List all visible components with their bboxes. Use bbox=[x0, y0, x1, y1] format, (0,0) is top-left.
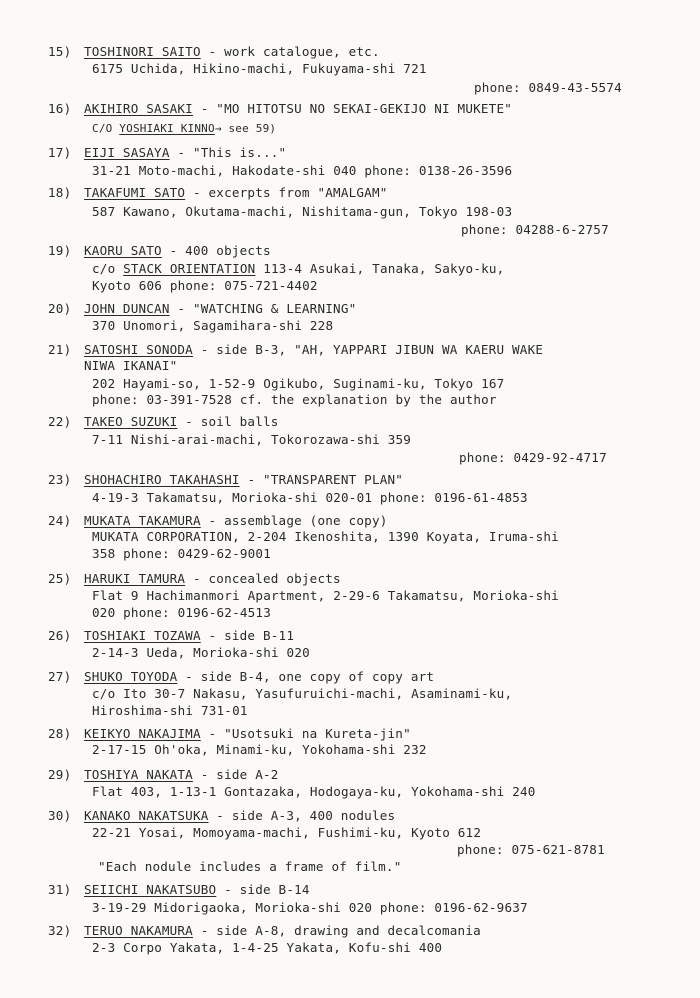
address-line: 202 Hayami-so, 1-52-9 Ogikubo, Suginami-ku, Tokyo 167 bbox=[92, 376, 505, 391]
artist-name: SEIICHI NAKATSUBO bbox=[84, 882, 217, 897]
work-description: - side B-3, "AH, YAPPARI JIBUN WA KAERU WAKE bbox=[192, 342, 544, 357]
phone-line: phone: 04288-6-2757 bbox=[461, 222, 609, 237]
see-reference: → see 59) bbox=[214, 122, 277, 135]
entry-number: 15) bbox=[48, 44, 72, 59]
entry-number: 28) bbox=[48, 726, 72, 741]
entry-number: 25) bbox=[48, 571, 72, 586]
address-line: 7-11 Nishi-arai-machi, Tokorozawa-shi 359 bbox=[92, 432, 412, 447]
artist-name: TAKEO SUZUKI bbox=[84, 414, 178, 429]
entry-number: 18) bbox=[48, 185, 72, 200]
entry-number: 32) bbox=[48, 923, 72, 938]
work-description: - side A-3, 400 nodules bbox=[208, 808, 396, 823]
work-description: - side B-14 bbox=[216, 882, 310, 897]
address-line: Flat 9 Hachimanmori Apartment, 2-29-6 Takamatsu, Morioka-shi bbox=[92, 588, 559, 603]
note-line: "Each nodule includes a frame of film." bbox=[98, 859, 402, 874]
artist-name: KEIKYO NAKAJIMA bbox=[84, 726, 201, 741]
phone-line: phone: 075-621-8781 bbox=[457, 842, 605, 857]
artist-name: TERUO NAKAMURA bbox=[84, 923, 193, 938]
address-line: 2-14-3 Ueda, Morioka-shi 020 bbox=[92, 645, 310, 660]
artist-name: SATOSHI SONODA bbox=[84, 342, 193, 357]
entry-number: 22) bbox=[48, 414, 72, 429]
work-description: - "WATCHING & LEARNING" bbox=[169, 301, 357, 316]
address-line: MUKATA CORPORATION, 2-204 Ikenoshita, 1390 Koyata, Iruma-shi bbox=[92, 529, 559, 544]
address-line: 370 Unomori, Sagamihara-shi 228 bbox=[92, 318, 334, 333]
entry-number: 20) bbox=[48, 301, 72, 316]
work-description: - "MO HITOTSU NO SEKAI-GEKIJO NI MUKETE" bbox=[192, 101, 513, 116]
artist-name: TAKAFUMI SATO bbox=[84, 185, 186, 200]
work-description: - side B-11 bbox=[200, 628, 295, 643]
artist-name: TOSHIYA NAKATA bbox=[84, 767, 193, 782]
address-line: c/o Ito 30-7 Nakasu, Yasufuruichi-machi, Asaminami-ku, bbox=[92, 686, 513, 701]
address-line: 587 Kawano, Okutama-machi, Nishitama-gun, Tokyo 198-03 bbox=[92, 204, 513, 219]
phone-line: phone: 0849-43-5574 bbox=[474, 80, 622, 95]
care-of-name: STACK ORIENTATION bbox=[123, 261, 256, 276]
entry-number: 31) bbox=[48, 882, 72, 897]
entry-number: 21) bbox=[48, 342, 72, 357]
entry-number: 17) bbox=[48, 145, 72, 160]
entry-number: 16) bbox=[48, 101, 72, 116]
work-description: - "This is..." bbox=[169, 145, 287, 160]
work-description: - side B-4, one copy of copy art bbox=[177, 669, 435, 684]
artist-name: SHOHACHIRO TAKAHASHI bbox=[84, 472, 240, 487]
work-description: - work catalogue, etc. bbox=[200, 44, 380, 59]
artist-name: EIJI SASAYA bbox=[84, 145, 170, 160]
artist-name: KAORU SATO bbox=[84, 243, 162, 258]
artist-name: JOHN DUNCAN bbox=[84, 301, 170, 316]
entry-number: 27) bbox=[48, 669, 72, 684]
address-line: 22-21 Yosai, Momoyama-machi, Fushimi-ku, Kyoto 612 bbox=[92, 825, 482, 840]
address-line: Hiroshima-shi 731-01 bbox=[92, 703, 248, 718]
artist-name: TOSHINORI SAITO bbox=[84, 44, 201, 59]
entry-number: 30) bbox=[48, 808, 72, 823]
work-description: - side A-8, drawing and decalcomania bbox=[192, 923, 481, 938]
artist-name: HARUKI TAMURA bbox=[84, 571, 186, 586]
work-description: - "Usotsuki na Kureta-jin" bbox=[200, 726, 411, 741]
address-line: 31-21 Moto-machi, Hakodate-shi 040 phone: 0138-26-3596 bbox=[92, 163, 513, 178]
entry-number: 23) bbox=[48, 472, 72, 487]
phone-line: 358 phone: 0429-62-9001 bbox=[92, 546, 271, 561]
address-line: 2-3 Corpo Yakata, 1-4-25 Yakata, Kofu-shi 400 bbox=[92, 940, 443, 955]
address-line: 4-19-3 Takamatsu, Morioka-shi 020-01 phone: 0196-61-4853 bbox=[92, 490, 528, 505]
artist-name: SHUKO TOYODA bbox=[84, 669, 178, 684]
title-continuation: NIWA IKANAI" bbox=[84, 358, 178, 373]
work-description: - soil balls bbox=[177, 414, 279, 429]
entry-number: 19) bbox=[48, 243, 72, 258]
address-line: 2-17-15 Oh'oka, Minami-ku, Yokohama-shi 232 bbox=[92, 742, 427, 757]
artist-name: AKIHIRO SASAKI bbox=[84, 101, 193, 116]
entry-number: 26) bbox=[48, 628, 72, 643]
entry-number: 29) bbox=[48, 767, 72, 782]
phone-line: 020 phone: 0196-62-4513 bbox=[92, 605, 271, 620]
work-description: - 400 objects bbox=[161, 243, 271, 258]
artist-name: TOSHIAKI TOZAWA bbox=[84, 628, 201, 643]
care-of-name: YOSHIAKI KINNO bbox=[119, 122, 215, 135]
care-of-label: C/O bbox=[92, 122, 113, 135]
work-description: - excerpts from "AMALGAM" bbox=[185, 185, 388, 200]
address-line: 6175 Uchida, Hikino-machi, Fukuyama-shi 721 bbox=[92, 61, 427, 76]
care-of-label: c/o bbox=[92, 261, 124, 276]
address-line: Flat 403, 1-13-1 Gontazaka, Hodogaya-ku, Yokohama-shi 240 bbox=[92, 784, 536, 799]
work-description: - "TRANSPARENT PLAN" bbox=[239, 472, 404, 487]
address-line: 113-4 Asukai, Tanaka, Sakyo-ku, bbox=[255, 261, 505, 276]
phone-line: phone: 0429-92-4717 bbox=[459, 450, 607, 465]
address-line: Kyoto 606 phone: 075-721-4402 bbox=[92, 278, 318, 293]
artist-name: MUKATA TAKAMURA bbox=[84, 513, 201, 528]
work-description: - concealed objects bbox=[185, 571, 341, 586]
address-line: 3-19-29 Midorigaoka, Morioka-shi 020 phone: 0196-62-9637 bbox=[92, 900, 528, 915]
work-description: - side A-2 bbox=[192, 767, 279, 782]
phone-line: phone: 03-391-7528 cf. the explanation by the author bbox=[92, 392, 497, 407]
artist-name: KANAKO NAKATSUKA bbox=[84, 808, 209, 823]
work-description: - assemblage (one copy) bbox=[200, 513, 388, 528]
entry-number: 24) bbox=[48, 513, 72, 528]
